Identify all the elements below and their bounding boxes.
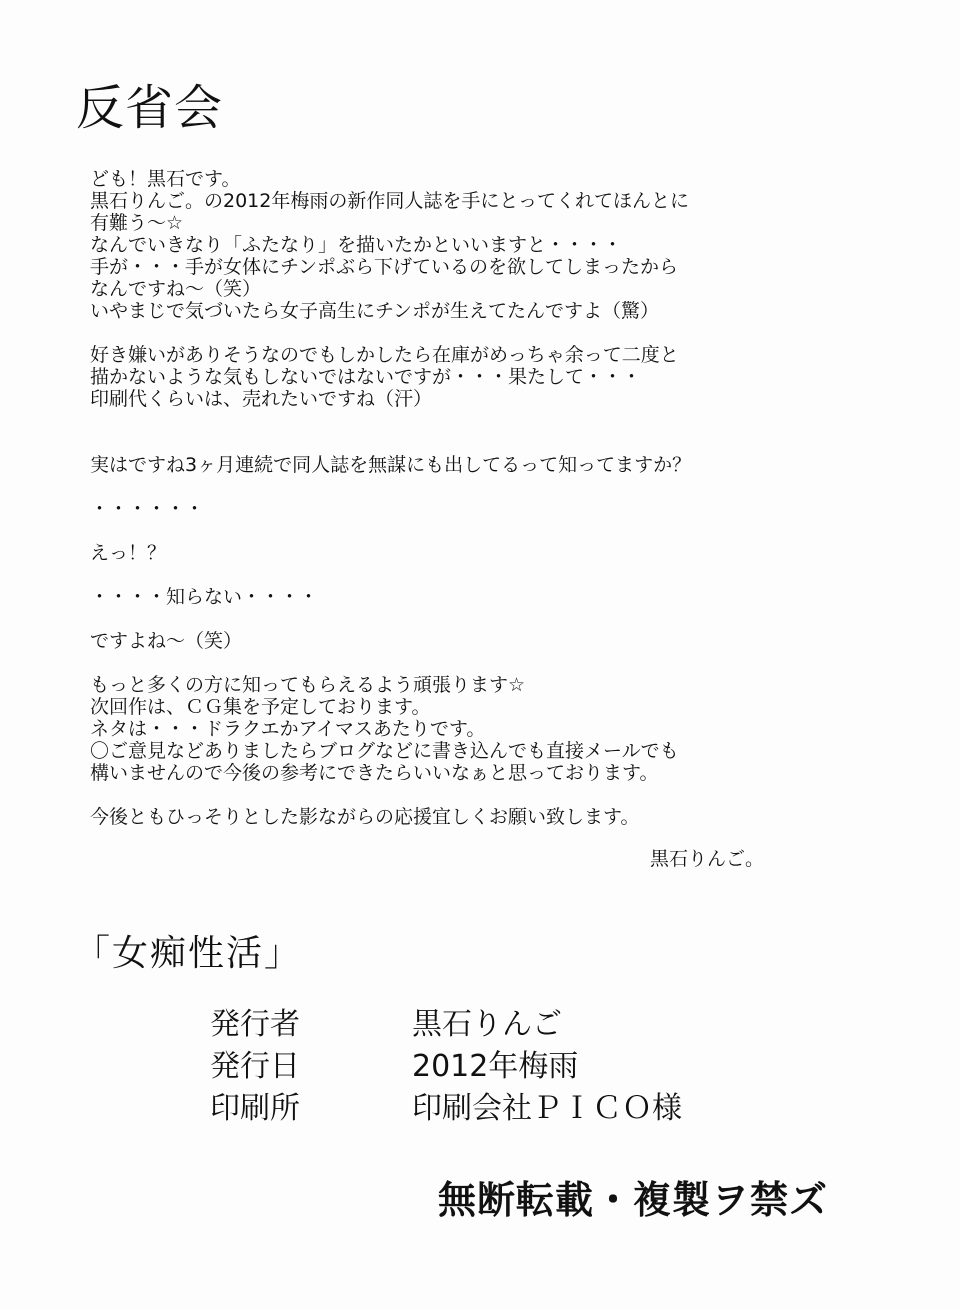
author-signature: 黒石りんご。 [650, 848, 765, 870]
text-line: 有難う～☆ [90, 212, 184, 234]
text-line: 黒石りんご。の2012年梅雨の新作同人誌を手にとってくれてほんとに [90, 190, 689, 212]
text-line: 描かないような気もしないではないですが・・・果たして・・・ [90, 366, 642, 388]
colophon-row-printer [210, 1088, 682, 1130]
text-line: 手が・・・手が女体にチンポぶら下げているのを欲してしまったから [90, 256, 679, 278]
text-line: ネタは・・・ドラクエかアイマスあたりです。 [90, 718, 486, 740]
text-line: 好き嫌いがありそうなのでもしかしたら在庫がめっちゃ余って二度と [90, 344, 679, 366]
colophon-value: 2012年梅雨 [412, 1049, 579, 1084]
closing-line: 今後ともひっそりとした影ながらの応援宜しくお願い致します。 [90, 806, 640, 828]
right-line: ですよね～（笑） [90, 630, 243, 652]
copyright-notice: 無断転載・複製ヲ禁ズ [438, 1178, 829, 1222]
text-line: ども！黒石です。 [90, 168, 241, 190]
dots-line: ・・・・・・ [90, 498, 205, 520]
colophon-label: 発行者 [210, 1007, 300, 1042]
dont-know-line: ・・・・知らない・・・・ [90, 586, 319, 608]
colophon-value: 黒石りんご [412, 1007, 562, 1042]
colophon-value: 印刷会社ＰＩＣＯ様 [412, 1091, 682, 1126]
text-line: もっと多くの方に知ってもらえるよう頑張ります☆ [90, 674, 526, 696]
page-heading: 反省会 [76, 80, 224, 136]
book-title: 「女痴性活」 [74, 933, 303, 974]
text-line: なんでいきなり「ふたなり」を描いたかといいますと・・・・ [90, 234, 623, 256]
text-line: 〇ご意見などありましたらブログなどに書き込んでも直接メールでも [90, 740, 679, 762]
text-line: 印刷代くらいは、売れたいですね（汗） [90, 388, 433, 410]
colophon-row-date [210, 1046, 682, 1088]
text-line: 構いませんので今後の参考にできたらいいなぁと思っております。 [90, 762, 659, 784]
paragraph-2 [90, 344, 870, 410]
colophon-row-publisher [210, 1004, 682, 1046]
colophon-label: 発行日 [210, 1049, 300, 1084]
colophon [210, 1004, 682, 1130]
colophon-label: 印刷所 [210, 1091, 300, 1126]
text-line: いやまじで気づいたら女子高生にチンポが生えてたんですよ（驚） [90, 300, 660, 322]
text-line: 次回作は、ＣＧ集を予定しております。 [90, 696, 431, 718]
afterword-message [90, 168, 870, 828]
surprise-line: えっ！？ [90, 542, 167, 564]
question-line: 実はですね3ヶ月連続で同人誌を無謀にも出してるって知ってますか？ [90, 454, 692, 476]
paragraph-1 [90, 168, 870, 322]
paragraph-3 [90, 674, 870, 784]
text-line: なんですね～（笑） [90, 278, 262, 300]
